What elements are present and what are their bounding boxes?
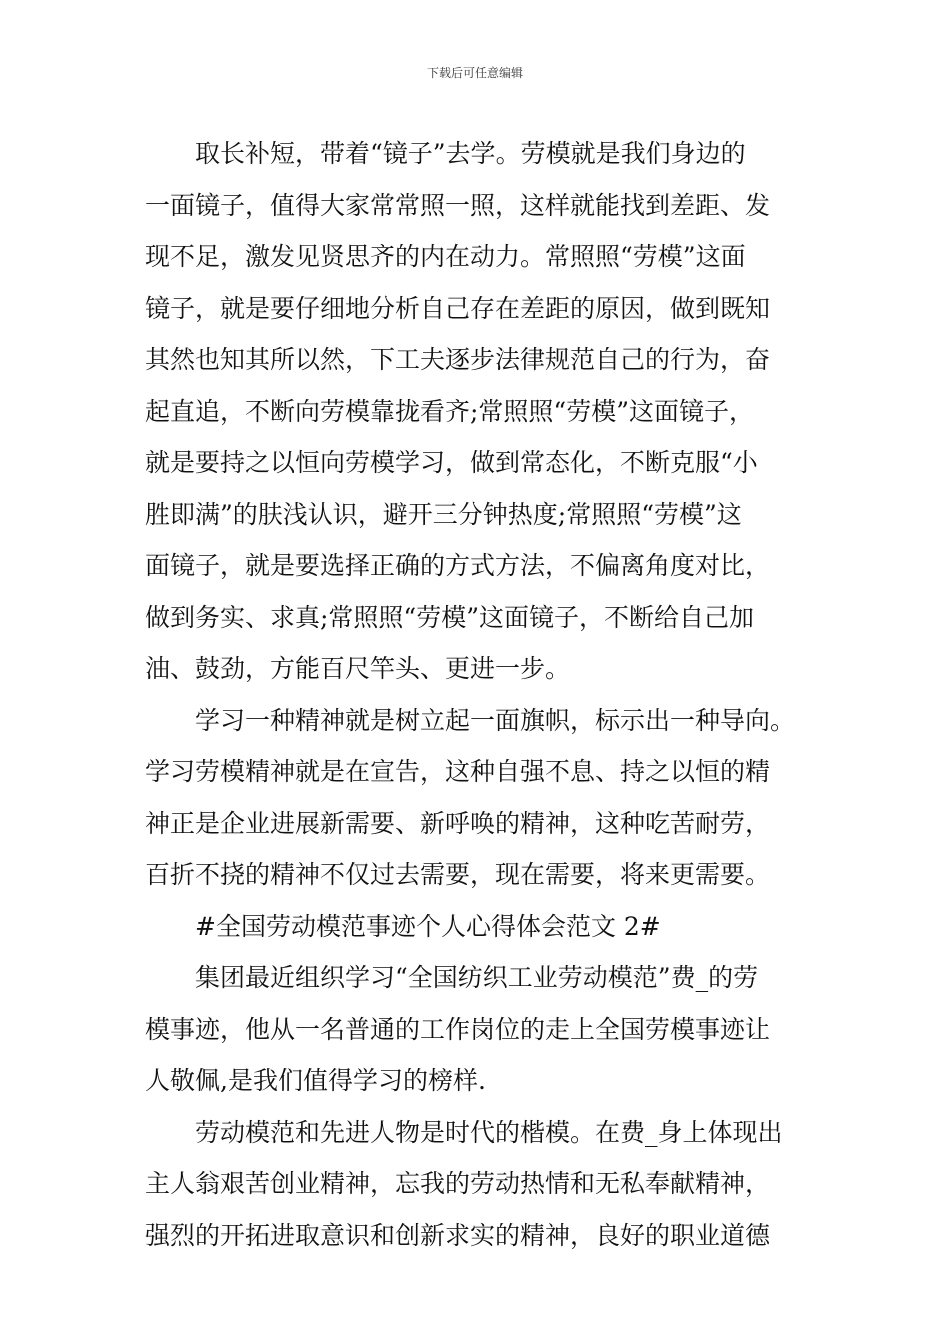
text-line: 取长补短，带着“镜子”去学。劳模就是我们身边的	[195, 139, 746, 168]
section-heading: #全国劳动模范事迹个人心得体会范文 2#	[195, 911, 661, 941]
document-body	[145, 128, 810, 1261]
text-line: 神正是企业进展新需要、新呼唤的精神，这种吃苦耐劳，	[145, 808, 771, 838]
text-line: 模事迹，他从一名普通的工作岗位的走上全国劳模事迹让	[145, 1014, 771, 1044]
text-line: 强烈的开拓进取意识和创新求实的精神，良好的职业道德	[145, 1220, 771, 1250]
text-line: 胜即满”的肤浅认识，避开三分钟热度;常照照“劳模”这	[145, 499, 742, 529]
text-line: 百折不挠的精神不仅过去需要，现在需要，将来更需要。	[145, 860, 771, 889]
text-line: 学习劳模精神就是在宣告，这种自强不息、持之以恒的精	[145, 757, 771, 786]
text-line: 其然也知其所以然，下工夫逐步法律规范自己的行为，奋	[145, 345, 771, 374]
text-line: 镜子，就是要仔细地分析自己存在差距的原因，做到既知	[145, 293, 771, 323]
text-line: 主人翁艰苦创业精神，忘我的劳动热情和无私奉献精神，	[145, 1169, 771, 1198]
text-line: 油、鼓劲，方能百尺竿头、更进一步。	[145, 654, 571, 683]
text-line: 一面镜子，值得大家常常照一照，这样就能找到差距、发	[145, 190, 771, 220]
text-line: 学习一种精神就是树立起一面旗帜，标示出一种导向。	[195, 705, 796, 735]
text-line: 起直追，不断向劳模靠拢看齐;常照照“劳模”这面镜子，	[145, 396, 754, 426]
text-line: 人敬佩,是我们值得学习的榜样.	[145, 1066, 486, 1095]
text-line: 集团最近组织学习“全国纺织工业劳动模范”费_的劳	[195, 963, 759, 992]
text-line: 现不足，激发见贤思齐的内在动力。常照照“劳模”这面	[145, 242, 746, 271]
text-line: 做到务实、求真;常照照“劳模”这面镜子，不断给自己加	[145, 602, 754, 632]
text-line: 就是要持之以恒向劳模学习，做到常态化，不断克服“小	[145, 448, 758, 477]
text-line: 劳动模范和先进人物是时代的楷模。在费_身上体现出	[195, 1117, 783, 1147]
page-header: 下载后可任意编辑	[426, 66, 523, 80]
text-line: 面镜子，就是要选择正确的方式方法，不偏离角度对比，	[145, 551, 771, 580]
